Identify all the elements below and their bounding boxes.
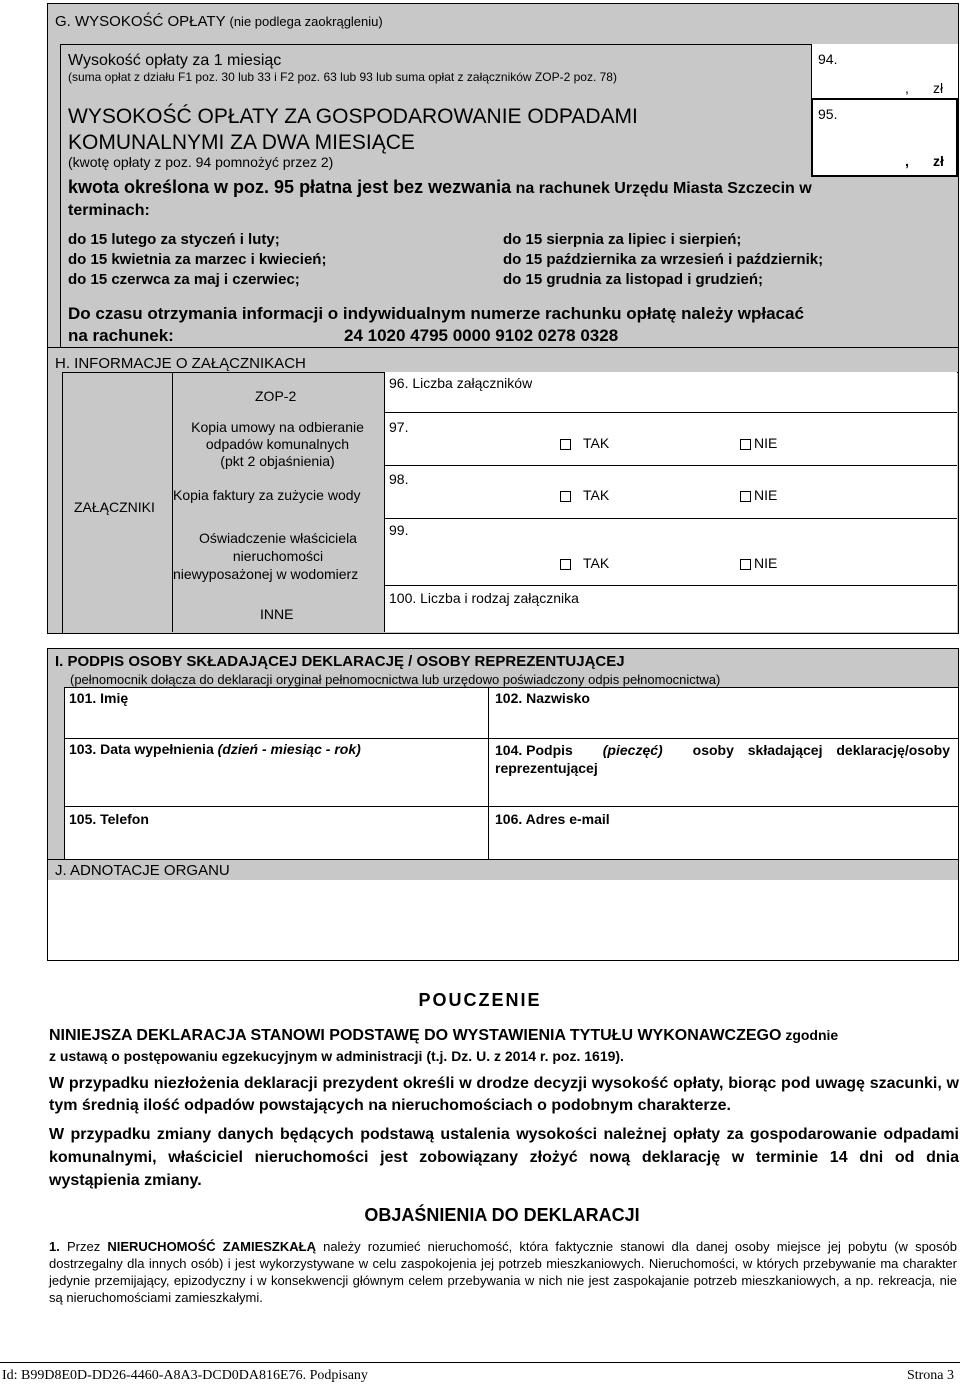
field-95-separator: , [905, 153, 909, 169]
deadlines-right [503, 230, 823, 290]
section-g-heading: G. WYSOKOŚĆ OPŁATY (nie podlega zaokrągleniu) [55, 13, 383, 30]
section-i-heading: I. PODPIS OSOBY SKŁADAJĄCEJ DEKLARACJĘ / OSOBY REPREZENTUJĄCEJ [55, 653, 625, 670]
objasnienia-title: OBJAŚNIENIA DO DEKLARACJI [364, 1205, 640, 1225]
bimonthly-title: WYSOKOŚĆ OPŁATY ZA GOSPODAROWANIE ODPADAMI KOMUNALNYMI ZA DWA MIESIĄCE [68, 105, 638, 154]
field-99-nie[interactable]: NIE [740, 555, 777, 571]
attachment-contract-label: Kopia umowy na odbieranie odpadów komunalnych (pkt 2 objaśnienia) [191, 419, 364, 469]
field-94-number: 94. [818, 51, 838, 67]
field-103-label: 103. Data wypełnienia (dzień - miesiąc - rok) [69, 741, 361, 757]
deadline-item: do 15 lutego za styczeń i luty; [68, 231, 280, 248]
field-100-label: 100. Liczba i rodzaj załącznika [389, 590, 579, 606]
section-h-heading: H. INFORMACJE O ZAŁĄCZNIKACH [55, 355, 306, 372]
field-99-tak[interactable]: TAK [560, 555, 609, 571]
field-97[interactable] [385, 413, 957, 466]
field-102-label: 102. Nazwisko [495, 690, 590, 706]
field-101-label: 101. Imię [69, 690, 129, 706]
field-98-nie[interactable]: NIE [740, 487, 777, 503]
field-97-tak[interactable]: TAK [560, 435, 609, 451]
pouczenie-paragraph-2: W przypadku niezłożenia deklaracji prezydent określi w drodze decyzji wysokość opłaty, biorąc pod uwagę szacunki, w tym średnią ilość odpadów powstających na nieruchomościach o podobnym charakterze. [49, 1075, 959, 1114]
field-96-label: 96. Liczba załączników [389, 375, 533, 391]
pouczenie-paragraph-3: W przypadku zmiany danych będących podstawą ustalenia wysokości należnej opłaty za gospodarowanie odpadami komunalnymi, właściciel nieruchomości jest zobowiązany złożyć nową deklarację w terminie 14 dni od dnia wystąpienia zmiany. [49, 1126, 959, 1189]
deadline-item: do 15 czerwca za maj i czerwiec; [68, 271, 300, 288]
field-98-tak[interactable]: TAK [560, 487, 609, 503]
section-j-heading: J. ADNOTACJE ORGANU [55, 862, 230, 879]
attachment-invoice-label: Kopia faktury za zużycie wody [173, 487, 361, 503]
inne-label: INNE [260, 606, 294, 622]
pouczenie-paragraph-1: NINIEJSZA DEKLARACJA STANOWI PODSTAWĘ DO WYSTAWIENIA TYTUŁU WYKONAWCZEGO zgodnie z ustawą o postępowaniu egzekucyjnym w administracji (t.j. Dz. U. z 2014 r. poz. 1619). [49, 1027, 839, 1064]
checkbox-icon[interactable] [740, 491, 751, 502]
footer-page: Strona 3 [906, 1368, 954, 1383]
authority-notes-field[interactable] [47, 880, 959, 961]
deadline-item: do 15 kwietnia za marzec i kwiecień; [68, 251, 327, 268]
checkbox-icon[interactable] [740, 559, 751, 570]
account-info: Do czasu otrzymania informacji o indywidualnym numerze rachunku opłatę należy wpłacać na rachunek: 24 1020 4795 0000 9102 0278 0328 [68, 304, 804, 345]
attachment-statement-label: Oświadczenie właściciela nieruchomości niewyposażonej w wodomierz [173, 530, 359, 582]
monthly-note: (suma opłat z działu F1 poz. 30 lub 33 i F2 poz. 63 lub 93 lub suma opłat z załączników ZOP-2 poz. 78) [68, 70, 617, 84]
footer-id: Id: B99D8E0D-DD26-4460-A8A3-DCD0DA816E76. Podpisany [2, 1368, 368, 1383]
checkbox-icon[interactable] [560, 439, 571, 450]
deadlines-left [68, 230, 326, 290]
pouczenie-title: POUCZENIE [418, 990, 542, 1010]
checkbox-icon[interactable] [740, 439, 751, 450]
field-99-label: 99. [389, 522, 409, 538]
deadline-item: do 15 października za wrzesień i październik; [503, 251, 824, 268]
deadline-item: do 15 sierpnia za lipiec i sierpień; [503, 231, 742, 248]
monthly-title: Wysokość opłaty za 1 miesiąc [68, 52, 282, 69]
field-94-unit: zł [933, 80, 944, 96]
field-98-label: 98. [389, 471, 409, 487]
field-104-label: 104. Podpis (pieczęć) osoby składającej deklarację/osoby reprezentującej [495, 742, 950, 776]
section-i-note: (pełnomocnik dołącza do deklaracji oryginał pełnomocnictwa lub urzędowo poświadczony odpis pełnomocnictwa) [70, 672, 721, 687]
checkbox-icon[interactable] [560, 559, 571, 570]
payment-text: kwota określona w poz. 95 płatna jest bez wezwania na rachunek Urzędu Miasta Szczecin w terminach: [68, 177, 812, 219]
objasnienia-paragraph-1: 1. Przez NIERUCHOMOŚĆ ZAMIESZKAŁĄ należy rozumieć nieruchomość, która faktycznie stanowi dla danej osoby miejsce jej pobytu (w sposób dostrzegalny dla innych osób) i jest wykorzystywane w celu zaspokojenia jej potrzeb mieszkaniowych. Nieruchomości, w których przebywanie ma charakter jedynie przemijający, epizodyczny i w konsekwencji głównym celem przebywania w nich nie jest zaspokajanie potrzeb mieszkaniowych, a np. rekreacja, nie są nieruchomościami zamieszkałymi. [49, 1239, 957, 1305]
attachments-side-label: ZAŁĄCZNIKI [74, 499, 155, 515]
checkbox-icon[interactable] [560, 491, 571, 502]
field-95-number: 95. [818, 106, 838, 122]
field-95-unit: zł [933, 153, 944, 169]
zop2-label: ZOP-2 [255, 388, 297, 404]
field-99[interactable] [385, 519, 957, 586]
field-106-label: 106. Adres e-mail [495, 811, 610, 827]
field-98[interactable] [385, 466, 957, 519]
field-97-label: 97. [389, 419, 409, 435]
bimonthly-note: (kwotę opłaty z poz. 94 pomnożyć przez 2) [68, 154, 334, 170]
account-number: 24 1020 4795 0000 9102 0278 0328 [344, 326, 619, 345]
field-97-nie[interactable]: NIE [740, 435, 777, 451]
footer-rule [0, 1362, 960, 1363]
field-94-separator: , [905, 80, 909, 96]
field-105-label: 105. Telefon [69, 811, 149, 827]
deadline-item: do 15 grudnia za listopad i grudzień; [503, 271, 764, 288]
